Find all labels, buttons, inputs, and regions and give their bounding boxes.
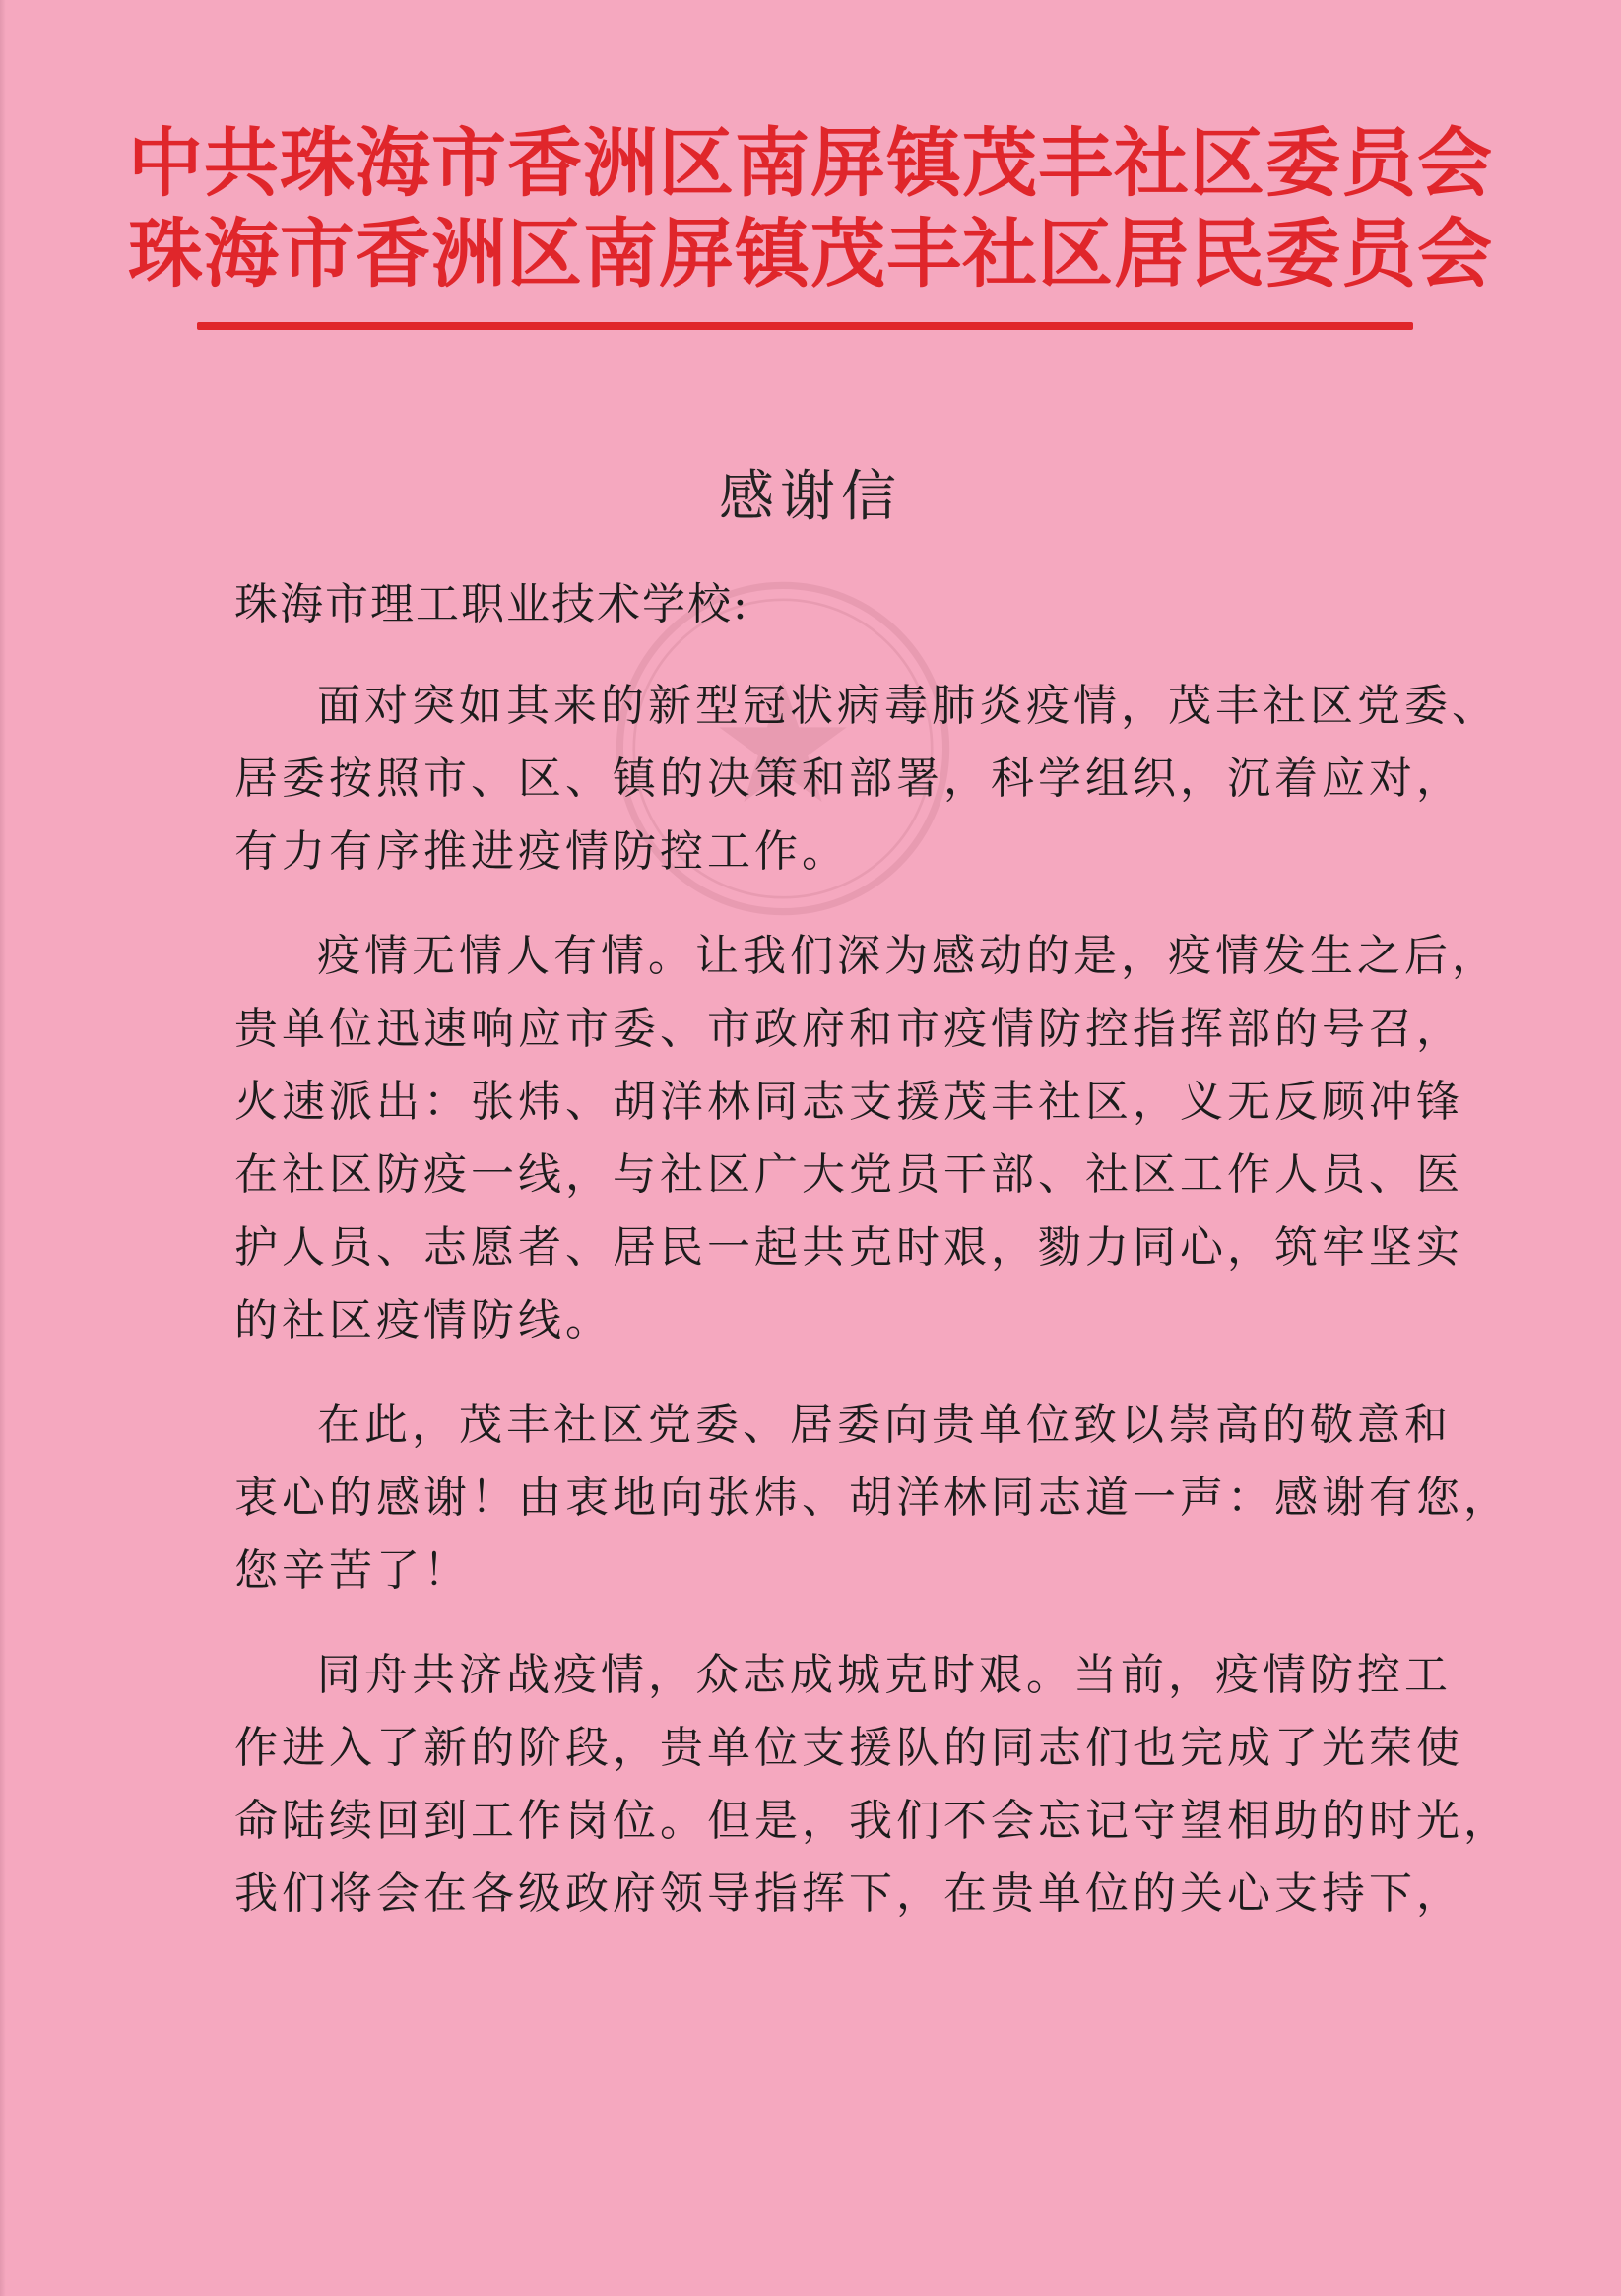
text-line: 居委按照市、区、镇的决策和部署，科学组织，沉着应对， [234, 754, 1463, 804]
letter-body [234, 571, 1511, 1962]
text-line: 的社区疫情防线。 [234, 1295, 613, 1345]
text-line: 衷心的感谢！由衷地向张炜、胡洋林同志道一声：感谢有您， [234, 1473, 1511, 1523]
text-line: 有力有序推进疫情防控工作。 [234, 826, 849, 877]
paragraph-support [234, 920, 1499, 1357]
letterhead-residents-committee: 珠海市香洲区南屏镇茂丰社区居民委员会 [128, 210, 1493, 297]
text-line: 我们将会在各级政府领导指挥下，在贵单位的关心支持下， [234, 1869, 1463, 1919]
text-line: 作进入了新的阶段，贵单位支援队的同志们也完成了光荣使 [234, 1723, 1463, 1773]
text-line: 火速派出：张炜、胡洋林同志支援茂丰社区，义无反顾冲锋 [234, 1077, 1463, 1127]
letterhead [0, 118, 1621, 299]
paragraph-outlook [234, 1639, 1511, 1931]
text-line: 疫情无情人有情。让我们深为感动的是，疫情发生之后， [317, 931, 1499, 981]
text-line: 您辛苦了！ [234, 1545, 471, 1596]
text-line: 贵单位迅速响应市委、市政府和市疫情防控指挥部的号召， [234, 1004, 1463, 1054]
paragraph-response [234, 670, 1499, 888]
letter-title: 感谢信 [719, 465, 902, 529]
letter-salutation: 珠海市理工职业技术学校: [234, 579, 749, 629]
text-line: 在此，茂丰社区党委、居委向贵单位致以崇高的敬意和 [317, 1400, 1452, 1450]
text-line: 面对突如其来的新型冠状病毒肺炎疫情，茂丰社区党委、 [317, 681, 1499, 731]
text-line: 同舟共济战疫情，众志成城克时艰。当前，疫情防控工 [317, 1650, 1452, 1700]
text-line: 护人员、志愿者、居民一起共克时艰，勠力同心，筑牢坚实 [234, 1222, 1463, 1273]
letterhead-red-rule [197, 322, 1413, 330]
paragraph-gratitude [234, 1389, 1511, 1607]
letterhead-party-committee: 中共珠海市香洲区南屏镇茂丰社区委员会 [128, 119, 1493, 207]
text-line: 命陆续回到工作岗位。但是，我们不会忘记守望相助的时光， [234, 1796, 1511, 1846]
text-line: 在社区防疫一线，与社区广大党员干部、社区工作人员、医 [234, 1149, 1463, 1200]
